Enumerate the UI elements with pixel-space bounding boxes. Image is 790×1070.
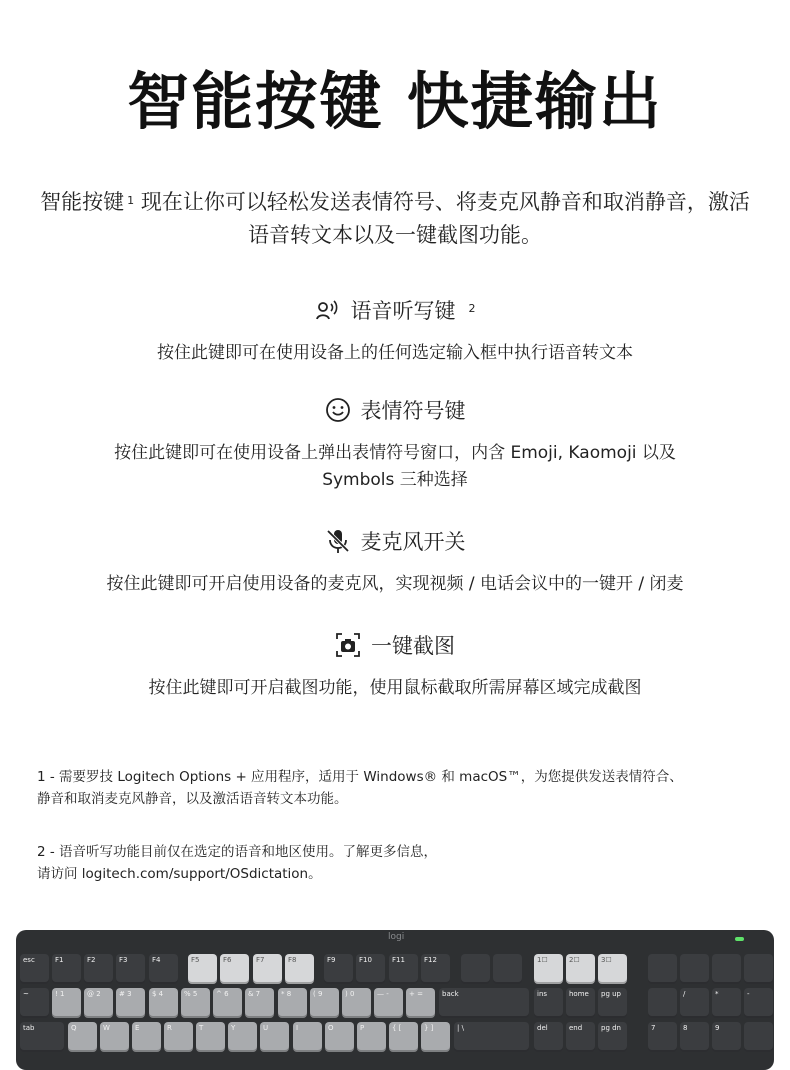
keyboard-key: ins — [534, 988, 563, 1018]
feature-description: 按住此键即可开启截图功能，使用鼠标截取所需屏幕区域完成截图 — [148, 678, 642, 698]
page-title: 智能按键 快捷输出 — [127, 65, 663, 138]
keyboard-key: @ 2 — [84, 988, 113, 1018]
keyboard-key: & 7 — [245, 988, 274, 1018]
keyboard-key — [493, 954, 522, 984]
keyboard-key: + = — [406, 988, 435, 1018]
keyboard-key: # 3 — [116, 988, 145, 1018]
keyboard-key: 9 — [712, 1022, 741, 1052]
keyboard-key: F5 — [188, 954, 217, 984]
keyboard-key — [461, 954, 490, 984]
footnote-line: 2 - 语音听写功能目前仅在选定的语音和地区使用。了解更多信息， — [37, 844, 438, 860]
keyboard-key: F7 — [253, 954, 282, 984]
keyboard-key: ! 1 — [52, 988, 81, 1018]
keyboard-key — [680, 954, 709, 984]
keyboard-key: end — [566, 1022, 595, 1052]
keyboard-key: pg up — [598, 988, 627, 1018]
keyboard-key: - — [744, 988, 773, 1018]
voice-dictation-icon — [315, 297, 341, 323]
keyboard-key: F4 — [149, 954, 178, 984]
keyboard-key — [648, 954, 677, 984]
keyboard-key: back — [439, 988, 529, 1018]
keyboard-key: tab — [20, 1022, 64, 1052]
keyboard-key — [744, 1022, 773, 1052]
keyboard-key: F9 — [324, 954, 353, 984]
keyboard-key: ) 0 — [342, 988, 371, 1018]
keyboard-key — [744, 954, 773, 984]
feature-label: 一键截图 — [371, 634, 455, 658]
keyboard-key: 1☐ — [534, 954, 563, 984]
footnote-ref-2: 2 — [468, 301, 476, 315]
intro-lead: 智能按键 — [40, 190, 125, 214]
feature-label: 麦克风开关 — [360, 530, 466, 554]
keyboard-key: * 8 — [278, 988, 307, 1018]
keyboard-logo: logi — [388, 932, 405, 942]
mic-mute-icon — [325, 528, 351, 554]
keyboard-key: ~ — [20, 988, 49, 1018]
footnote-line: 请访问 logitech.com/support/OSdictation。 — [37, 866, 322, 882]
keyboard-key: esc — [20, 954, 49, 984]
feature-label: 表情符号键 — [360, 399, 466, 423]
keyboard-image — [16, 930, 774, 1070]
keyboard-key: R — [164, 1022, 193, 1052]
keyboard-key: — - — [374, 988, 403, 1018]
keyboard-key: / — [680, 988, 709, 1018]
keyboard-key — [712, 954, 741, 984]
keyboard-key: ^ 6 — [213, 988, 242, 1018]
feature-mic-toggle — [0, 526, 790, 598]
keyboard-key: { [ — [389, 1022, 418, 1052]
emoji-icon — [325, 397, 351, 423]
keyboard-key: 7 — [648, 1022, 677, 1052]
keyboard-key: F11 — [389, 954, 418, 984]
status-led — [735, 937, 744, 941]
keyboard-key: | \ — [454, 1022, 529, 1052]
keyboard-key: F8 — [285, 954, 314, 984]
keyboard-key: F12 — [421, 954, 450, 984]
keyboard-key — [648, 988, 677, 1018]
keyboard-key: F6 — [220, 954, 249, 984]
keyboard-key: Q — [68, 1022, 97, 1052]
footnote-line: 静音和取消麦克风静音，以及激活语音转文本功能。 — [37, 791, 348, 807]
keyboard-key: Y — [228, 1022, 257, 1052]
keyboard-key: 2☐ — [566, 954, 595, 984]
keyboard-key: } ] — [421, 1022, 450, 1052]
keyboard-key: $ 4 — [149, 988, 178, 1018]
keyboard-key: T — [196, 1022, 225, 1052]
keyboard-key: F1 — [52, 954, 81, 984]
keyboard-key: F3 — [116, 954, 145, 984]
keyboard-key: 8 — [680, 1022, 709, 1052]
footnote-line: 1 - 需要罗技 Logitech Options + 应用程序，适用于 Windows® 和 macOS™，为您提供发送表情符合、 — [37, 769, 683, 785]
keyboard-key: F2 — [84, 954, 113, 984]
keyboard-key: home — [566, 988, 595, 1018]
keyboard-key: O — [325, 1022, 354, 1052]
keyboard-key: W — [100, 1022, 129, 1052]
feature-description: 按住此键即可在使用设备上的任何选定输入框中执行语音转文本 — [157, 343, 633, 363]
keyboard-key: del — [534, 1022, 563, 1052]
keyboard-key: 3☐ — [598, 954, 627, 984]
feature-description: 按住此键即可在使用设备上弹出表情符号窗口，内含 Emoji, Kaomoji 以及 Symbols 三种选择 — [114, 443, 676, 490]
keyboard-key: F10 — [356, 954, 385, 984]
keyboard-key: P — [357, 1022, 386, 1052]
keyboard-key: % 5 — [181, 988, 210, 1018]
keyboard-key: U — [260, 1022, 289, 1052]
feature-emoji — [0, 395, 790, 494]
intro-paragraph — [40, 186, 750, 252]
footnote-2 — [37, 841, 757, 885]
keyboard-key: ( 9 — [310, 988, 339, 1018]
footnote-1 — [37, 766, 757, 810]
screenshot-icon — [335, 632, 361, 658]
keyboard-key: I — [293, 1022, 322, 1052]
feature-label: 语音听写键 — [350, 299, 456, 323]
footnote-ref-1: 1 — [127, 194, 135, 207]
feature-screenshot — [0, 630, 790, 702]
intro-text: 现在让你可以轻松发送表情符号、将麦克风静音和取消静音，激活语音转文本以及一键截图功能。 — [134, 190, 750, 247]
feature-description: 按住此键即可开启使用设备的麦克风，实现视频 / 电话会议中的一键开 / 闭麦 — [106, 574, 684, 594]
keyboard-key: E — [132, 1022, 161, 1052]
feature-voice-dictation — [0, 295, 790, 367]
keyboard-key: pg dn — [598, 1022, 627, 1052]
keyboard-key: * — [712, 988, 741, 1018]
